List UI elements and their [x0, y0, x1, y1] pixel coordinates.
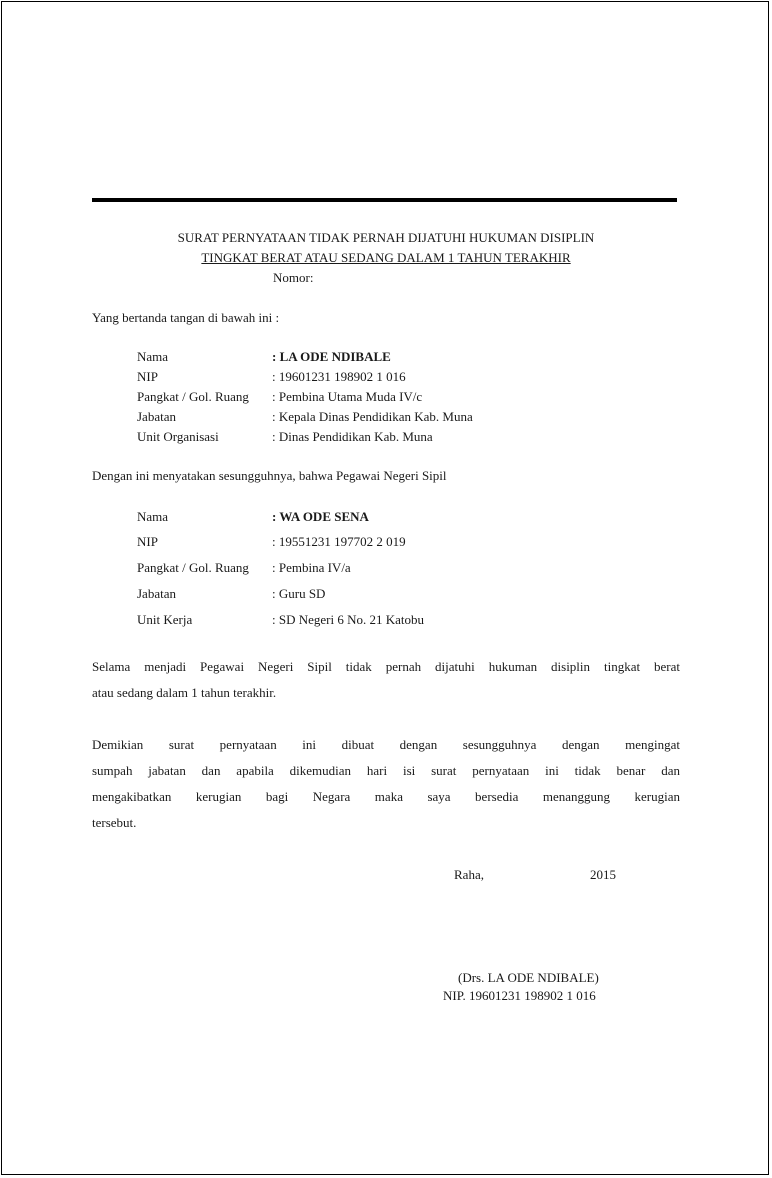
statement-paragraph — [92, 654, 680, 706]
closing-line: tersebut. — [92, 815, 137, 830]
signer-value: : Dinas Pendidikan Kab. Muna — [272, 429, 433, 444]
letter-title — [0, 230, 772, 246]
employee-value: : WA ODE SENA — [272, 509, 369, 524]
employee-label: Nama — [137, 509, 169, 524]
employee-label: Unit Kerja — [137, 612, 193, 627]
closing-paragraph — [92, 732, 680, 836]
employee-label: Jabatan — [137, 586, 176, 601]
signature-name: (Drs. LA ODE NDIBALE) — [458, 970, 599, 985]
signer-value: : 19601231 198902 1 016 — [272, 369, 406, 384]
intro-text: Yang bertanda tangan di bawah ini : — [92, 310, 280, 325]
statement-line: atau sedang dalam 1 tahun terakhir. — [92, 685, 277, 700]
letter-title-line1: SURAT PERNYATAAN TIDAK PERNAH DIJATUHI HUKUMAN DISIPLIN — [177, 230, 595, 245]
signer-label: Unit Organisasi — [137, 429, 219, 444]
signer-value: : LA ODE NDIBALE — [272, 349, 391, 364]
statement-line: Selama menjadi Pegawai Negeri Sipil tidak pernah dijatuhi hukuman disiplin tingkat berat — [92, 659, 680, 674]
employee-value: : SD Negeri 6 No. 21 Katobu — [272, 612, 425, 627]
place-label: Raha, — [454, 867, 484, 882]
declaration-text: Dengan ini menyatakan sesungguhnya, bahwa Pegawai Negeri Sipil — [92, 468, 447, 483]
letter-subtitle — [0, 250, 772, 266]
letter-title-line2: TINGKAT BERAT ATAU SEDANG DALAM 1 TAHUN TERAKHIR — [201, 250, 571, 265]
signer-value: : Kepala Dinas Pendidikan Kab. Muna — [272, 409, 473, 424]
closing-line: mengakibatkan kerugian bagi Negara maka saya bersedia menanggung kerugian — [92, 789, 680, 804]
year-label: 2015 — [590, 867, 616, 882]
signer-label: Jabatan — [137, 409, 176, 424]
employee-label: NIP — [137, 534, 158, 549]
signer-label: NIP — [137, 369, 158, 384]
closing-line: Demikian surat pernyataan ini dibuat dengan sesungguhnya dengan mengingat — [92, 737, 680, 752]
nomor-label: Nomor: — [273, 270, 314, 285]
signer-value: : Pembina Utama Muda IV/c — [272, 389, 423, 404]
page-border — [1, 1, 769, 1175]
employee-label: Pangkat / Gol. Ruang — [137, 560, 249, 575]
signer-label: Nama — [137, 349, 169, 364]
signature-nip: NIP. 19601231 198902 1 016 — [443, 988, 596, 1003]
closing-line: sumpah jabatan dan apabila dikemudian hari isi surat pernyataan ini tidak benar dan — [92, 763, 680, 778]
header-rule — [92, 198, 677, 202]
employee-value: : Guru SD — [272, 586, 326, 601]
employee-value: : 19551231 197702 2 019 — [272, 534, 406, 549]
employee-value: : Pembina IV/a — [272, 560, 351, 575]
signer-label: Pangkat / Gol. Ruang — [137, 389, 249, 404]
